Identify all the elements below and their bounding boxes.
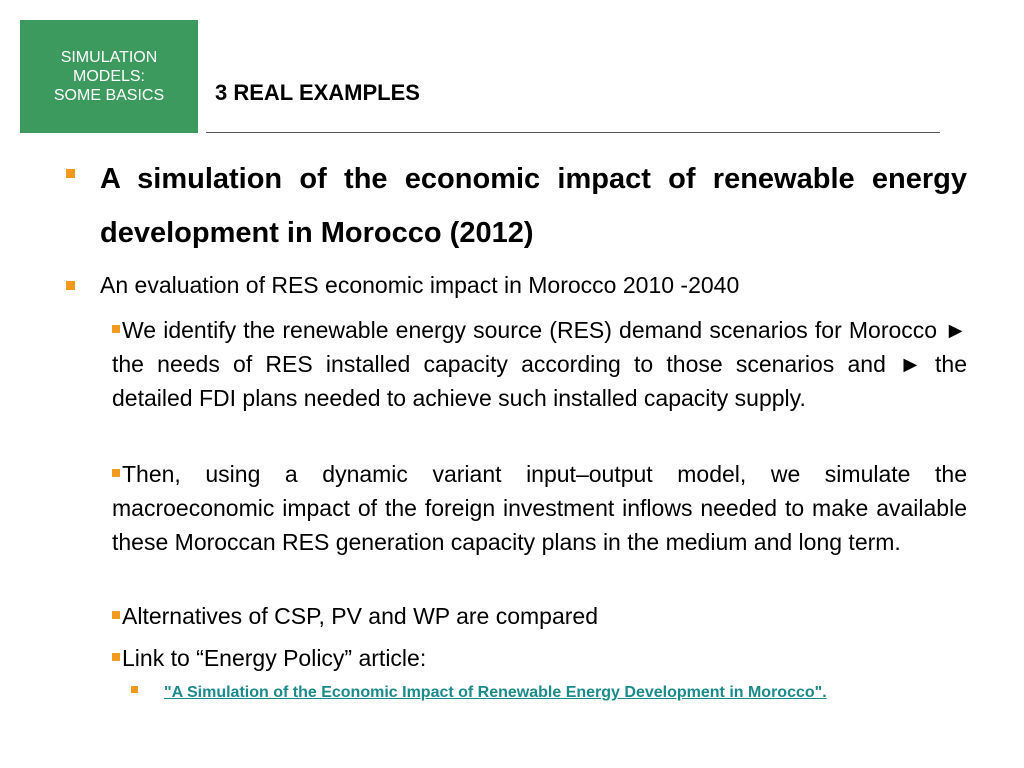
detail-paragraph-3 [112,599,967,633]
detail-paragraph-text: Then, using a dynamic variant input–output model, we simulate the macroeconomic impact of the foreign investment inflows needed to make available these Moroccan RES generation capacity plans in the medium and long term. [112,461,967,555]
section-label-box [20,20,198,133]
article-link[interactable]: "A Simulation of the Economic Impact of Renewable Energy Development in Morocco". [164,684,827,701]
section-label-line-3: SOME BASICS [53,87,165,104]
bullet-square-icon [112,469,120,477]
main-heading: A simulation of the economic impact of renewable energy development in Morocco (2012) [100,163,967,249]
bullet-square-icon [66,281,75,290]
bullet-square-icon [112,611,120,619]
bullet-square-icon [66,169,75,178]
bullet-square-icon [112,653,120,661]
section-label-line-2: MODELS: [72,68,145,85]
bullet-square-icon [131,686,138,693]
detail-paragraph-4 [112,641,967,675]
detail-paragraph-1 [112,313,967,415]
sub-bullet-text: An evaluation of RES economic impact in Morocco 2010 -2040 [100,272,740,298]
slide-title: 3 REAL EXAMPLES [215,80,420,105]
detail-paragraph-2 [112,457,967,559]
detail-paragraph-text: We identify the renewable energy source (RES) demand scenarios for Morocco ► the needs of RES installed capacity according to those scenarios and ► the detailed FDI plans needed to achieve such installed capacity supply. [112,317,967,411]
bullet-square-icon [112,325,120,333]
section-label-line-1: SIMULATION [60,49,158,66]
detail-paragraph-text: Alternatives of CSP, PV and WP are compared [122,603,599,629]
title-divider [206,132,940,133]
detail-paragraph-text: Link to “Energy Policy” article: [122,645,427,671]
